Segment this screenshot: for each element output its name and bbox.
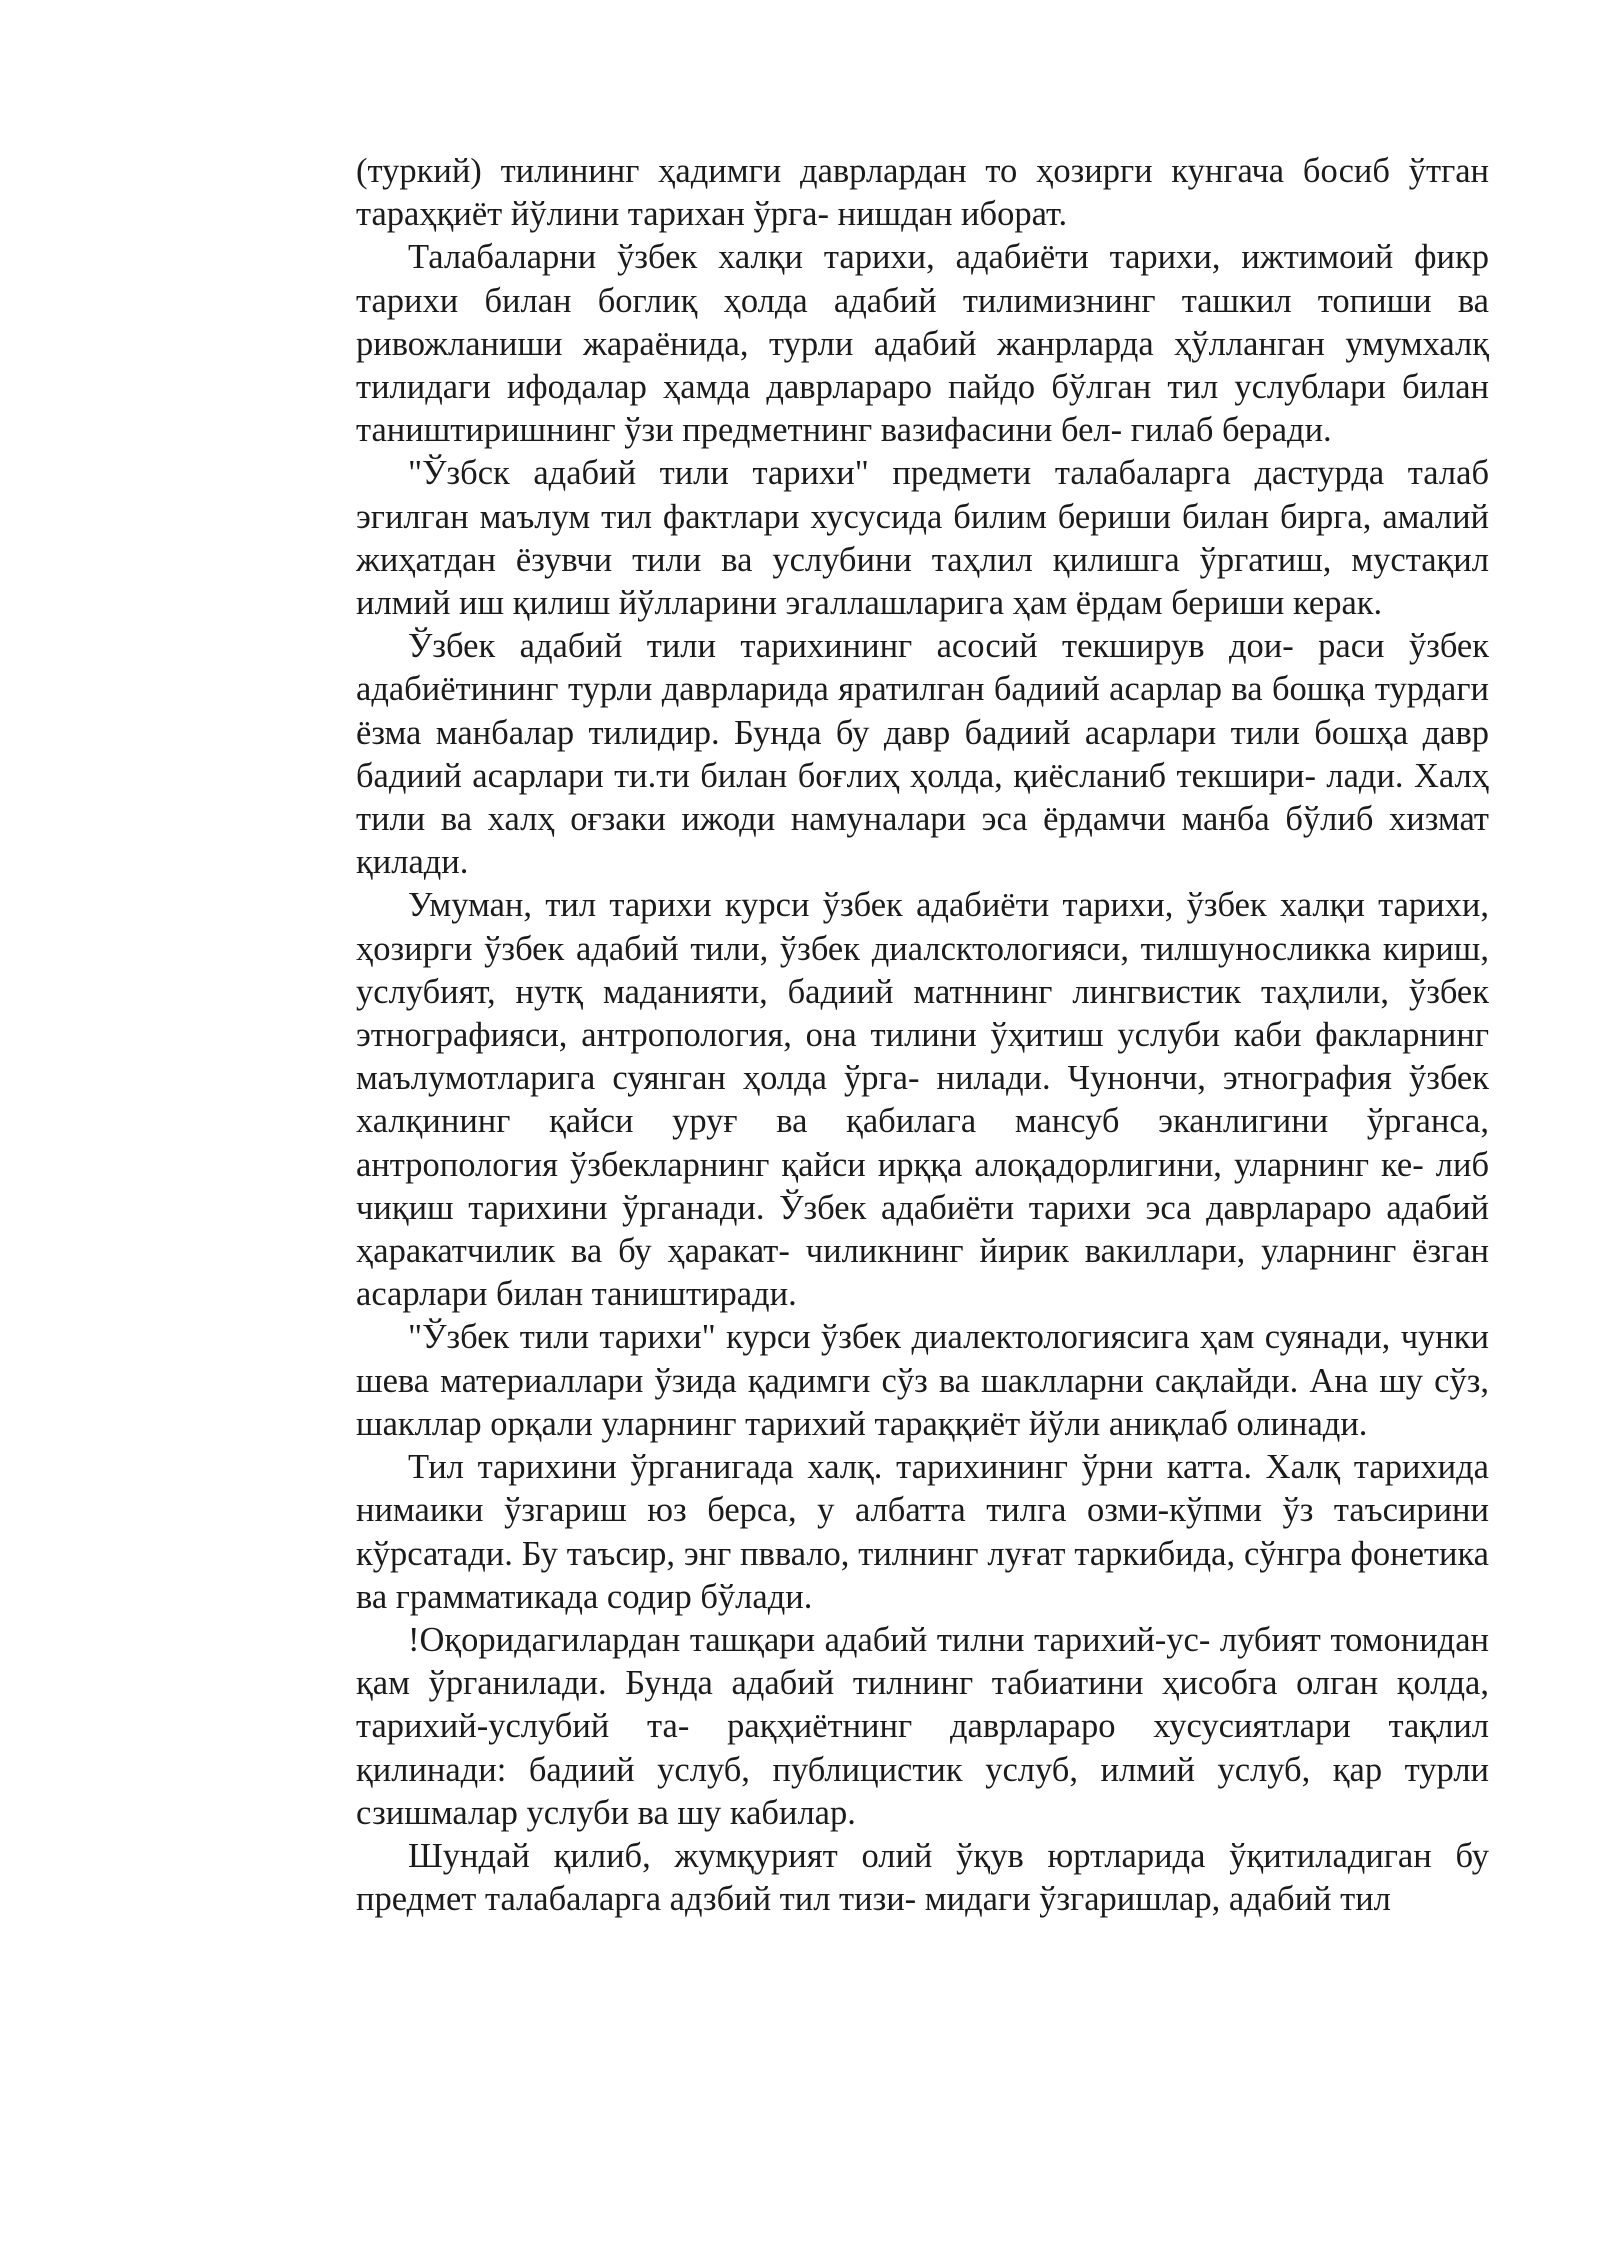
paragraph: Умуман, тил тарихи курси ўзбек адабиёти тарихи, ўзбек халқи тарихи, ҳозирги ўзбек адабий тили, ўзбек диалсктологияси, тилшуносликка кириш, услубият, нутқ маданияти, бадиий матннинг лингвистик таҳлили, ўзбек этнографияси, антропология, она тилини ўҳитиш услуби каби факларнинг маълумотларига суянган ҳолда ўрга- нилади. Чунончи, этнография ўзбек халқининг қайси уруғ ва қабилага мансуб эканлигини ўрганса, антропология ўзбекларнинг қайси ирққа алоқадорлигини, уларнинг ке- либ чиқиш тарихини ўрганади. Ўзбек адабиёти тарихи эса даврлараро адабий ҳаракатчилик ва бу ҳаракат- чиликнинг йирик вакиллари, уларнинг ёзган асарлари билан таништиради.: [356, 886, 1489, 1314]
paragraph: !Оқоридагилардан ташқари адабий тилни тарихий-ус- лубият томонидан қам ўрганилади. Бунда адабий тилнинг табиатини ҳисобга олган қолда, тарихий-услубий та- рақҳиётнинг даврлараро хусусиятлари тақлил қилинади: бадиий услуб, публицистик услуб, илмий услуб, қар турли сзишмалар услуби ва шу кабилар.: [356, 1620, 1489, 1832]
paragraph: Тил тарихини ўрганигада халқ. тарихининг ўрни катта. Халқ тарихида нимаики ўзгариш юз берса, у албатта тилга озми-кўпми ўз таъсирини кўрсатади. Бу таъсир, энг пввало, тилнинг луғат таркибида, сўнгра фонетика ва грамматикада содир бўлади.: [356, 1448, 1489, 1616]
paragraph: "Ўзбек тили тарихи" курси ўзбек диалектологиясига ҳам суянади, чунки шева материаллари ўзида қадимги сўз ва шаклларни сақлайди. Ана шу сўз, шакллар орқали уларнинг тарихий тараққиёт йўли аниқлаб олинади.: [356, 1318, 1489, 1443]
document-page: [356, 150, 1489, 1921]
paragraph: Ўзбек адабий тили тарихининг асосий текширув дои- раси ўзбек адабиётининг турли даврларида яратилган бадиий асарлар ва бошқа турдаги ёзма манбалар тилидир. Бунда бу давр бадиий асарлари тили бошҳа давр бадиий асарлари ти.ти билан боғлиҳ ҳолда, қиёсланиб текшири- лади. Халҳ тили ва халҳ оғзаки ижоди намуналари эса ёрдамчи манба бўлиб хизмат қилади.: [356, 627, 1489, 882]
paragraph: Талабаларни ўзбек халқи тарихи, адабиёти тарихи, ижтимоий фикр тарихи билан боглиқ ҳолда адабий тилимизнинг ташкил топиши ва ривожланиши жараёнида, турли адабий жанрларда ҳўлланган умумхалқ тилидаги ифодалар ҳамда даврлараро пайдо бўлган тил услублари билан таништиришнинг ўзи предметнинг вазифасини бел- гилаб беради.: [356, 238, 1489, 450]
paragraph-continued: (туркий) тилининг ҳадимги даврлардан то ҳозирги кунгача босиб ўтган тараҳқиёт йўлини тарихан ўрга- нишдан иборат.: [356, 152, 1489, 234]
paragraph: "Ўзбск адабий тили тарихи" предмети талабаларга дастурда талаб эгилган маълум тил фактлари хусусида билим бериши билан бирга, амалий жиҳатдан ёзувчи тили ва услубини таҳлил қилишга ўргатиш, мустақил илмий иш қилиш йўлларини эгаллашларига ҳам ёрдам бериши керак.: [356, 454, 1489, 623]
paragraph: Шундай қилиб, жумқурият олий ўқув юртларида ўқитиладиган бу предмет талабаларга адзбий тил тизи- мидаги ўзгаришлар, адабий тил: [356, 1836, 1489, 1919]
